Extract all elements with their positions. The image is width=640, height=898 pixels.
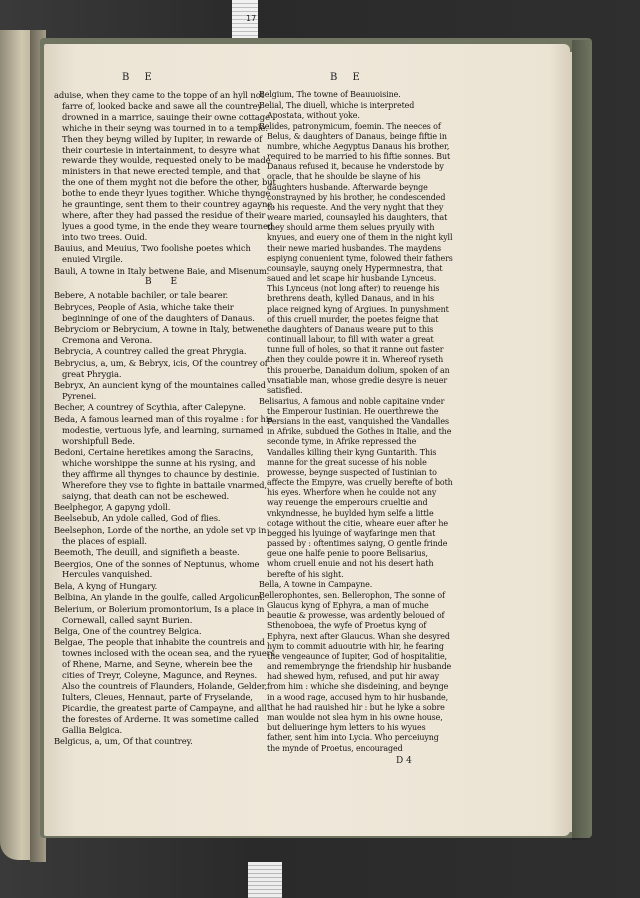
dictionary-entry: aduise, when they came to the toppe of an hyll not farre of, looked backe and sawe all the countrey drowned in a marrice, sauinge their owne cottage : whiche in their seyng was tourned in to a temple. Then they beyng willed by Iupiter, in rewarde of their courtesie in intertainment, to desyre what rewarde they woulde, requested onely to be made ministers in that newe erected temple, and that the one of them myght not die before the other, but bothe to ende theyr lyues togither. Whiche thynge he grauntinge, sent them to their countrey agayne, where, after they had passed the residue of their lyues a good tyme, in the ende they weare tourned into two trees. Ouid. (54, 90, 276, 242)
dictionary-entry: Belga, One of the countrey Belgica. (54, 626, 202, 636)
dictionary-entry: Becher, A countrey of Scythia, after Calepyne. (54, 402, 246, 413)
dictionary-entry: Belerium, or Bolerium promontorium, Is a place in Cornewall, called saynt Burien. (54, 603, 265, 625)
dictionary-entry: Bauli, A towne in Italy betwene Baie, and Misenum. (54, 265, 270, 276)
ruler-number: 17 (246, 14, 257, 23)
dictionary-entry: Bebrycius, a, um, & Bebryx, icis, Of the countrey of great Phrygia. (54, 357, 268, 379)
page-shadow (572, 40, 592, 840)
dictionary-entry: Beelsebub, An ydole called, God of flies. (54, 513, 221, 524)
dictionary-entry: Belisarius, A famous and noble capitaine vnder the Emperour Iustinian. He ouerthrewe the Persians in the east, vanquished the Vandalles in Afrike, subdued the Gothes in Italie, and the seconde tyme, in Afrike repressed the Vandalles killing their kyng Guntarith. This manne for the great sucesse of his noble prowesse, beynge suspected of Iustinian to affecte the Empyre, was cruelly berefte of both his eyes. Wherfore when he coulde not any way reuenge the emperours crueltie and vnkyndnesse, he buylded hym selfe a little cotage without the citie, wheare euer after he begged his lyuinge of wayfaringe men that passed by : oftentimes saiyng, O gentle frinde geue one halfe penie to poore Belisarius, whom cruell enuie and not his desert hath berefte of his sight. (259, 396, 453, 579)
dictionary-entry: Bela, A kyng of Hungary. (54, 580, 158, 591)
signature-mark: D 4 (396, 756, 412, 766)
dictionary-entry: Belgium, The towne of Beauuoisine. (259, 90, 401, 99)
dictionary-entry: Belial, The diuell, whiche is interpreted Apostata, without yoke. (259, 100, 415, 120)
dictionary-entry: Bauius, and Meuius, Two foolishe poetes which enuied Virgile. (54, 243, 251, 265)
dictionary-entry: Belbina, An ylande in the goulfe, called Argolicum. (54, 592, 265, 603)
dictionary-entry: Belgicus, a, um, Of that countrey. (54, 736, 193, 747)
dictionary-entry: Bedoni, Certaine heretikes among the Saracins, whiche worshippe the sunne at his rysing, and they affirme all thynges to chaunce by destinie. Wherefore they vse to fighte in battaile vnarmed, saiyng, that death can not be eschewed. (54, 447, 267, 501)
dictionary-entry: Bebrycia, A countrey called the great Phrygia. (54, 346, 247, 357)
dictionary-entry: Beemoth, The deuill, and signifieth a beaste. (54, 547, 240, 558)
section-heading: B E (144, 277, 186, 288)
scale-ruler-top (232, 0, 258, 40)
dictionary-entry: Bella, A towne in Campayne. (259, 580, 373, 590)
dictionary-entry: Belides, patronymicum, foemin. The neeces of Belus, & daughters of Danaus, beinge fiftie in numbre, whiche Aegyptus Danaus his brother, required to be married to his fiftie sonnes. But Danaus refused it, because he vnderstode by oracle, that he shoulde be slayne of his daughters husbande. Afterwarde beynge constrayned by his brother, he condescended to his requeste. And the very nyght that they weare maried, counsayled his daughters, that they should arme them selues pryuily with knyues, and euery one of them in the night kyll their newe maried husbandes. The maydens espiyng conuenient tyme, folowed their fathers counsayle, sauyng onely Hypermnestra, that saued and let scape hir husbande Lynceus. This Lynceus (not long after) to reuenge his brethrens death, kylled Danaus, and in his place reigned kyng of Argiues. In punyshment of this cruell murder, the poetes feigne that the daughters of Danaus weare put to this continuall labour, to fill with water a great tunne full of holes, so that it ranne out faster then they coulde powre it in. Whereof ryseth this prouerbe, Danaidum dolium, spoken of an vnsatiable man, whose gredie desyre is neuer satisfied. (259, 121, 453, 395)
scale-ruler-bottom (248, 862, 282, 898)
dictionary-entry: Bebryciom or Bebrycium, A towne in Italy, betwene Cremona and Verona. (54, 324, 268, 345)
dictionary-entry: Bellerophontes, sen. Bellerophon, The sonne of Glaucus kyng of Ephyra, a man of muche beautie & prowesse, was ardently beloued of Sthenoboea, the wyfe of Proetus kyng of Ephyra, next after Glaucus. Whan she desyred hym to commit aduoutrie with hir, he fearing the vengeaunce of Iupiter, God of hospitalitie, and remembrynge the friendship hir husbande had shewed hym, refused, and put hir away from him : whiche she disdeining, and beynge in a wood rage, accused hym to hir husbande, that he had rauished hir : but he lyke a sobre man woulde not slea hym in his owne house, but deliueringe hym letters to his wyues father, sent him into Lycia. Who perceiuyng the mynde of Proetus, encouraged (259, 590, 452, 753)
dictionary-entry: Bebere, A notable bachiler, or tale bearer. (54, 290, 229, 301)
dictionary-entry: Beda, A famous learned man of this royalme : for his modestie, vertuous lyfe, and learning, surnamed worshipfull Bede. (54, 413, 273, 446)
right-column (259, 90, 453, 754)
dictionary-entry: Belgae, The people that inhabite the countreis and townes inclosed with the ocean sea, and the ryuers of Rhene, Marne, and Seyne, wherein bee the cities of Treyr, Coleyne, Magunce, and Reynes. Also the countreis of Flaunders, Holande, Gelder, Iulters, Cleues, Hennaut, parte of Fryselande, Picardie, the greatest parte of Campayne, and all the forestes of Arderne. It was sometime called Gallia Belgica. (54, 637, 275, 735)
dictionary-entry: Bebryx, An auncient kyng of the mountaines called Pyrenei. (54, 380, 266, 401)
dictionary-entry: Beergios, One of the sonnes of Neptunus, whome Hercules vanquished. (54, 558, 260, 580)
dictionary-entry: Beelsephon, Lorde of the northe, an ydole set vp in the places of espiall. (54, 524, 267, 546)
running-head-left: B E (122, 72, 158, 83)
running-head-right: B E (330, 72, 366, 83)
dictionary-entry: Beelphegor, A gapyng ydoll. (54, 502, 171, 513)
dictionary-entry: Bebryces, People of Asia, whiche take their beginninge of one of the daughters of Danaus. (54, 301, 255, 323)
left-column (54, 90, 276, 747)
